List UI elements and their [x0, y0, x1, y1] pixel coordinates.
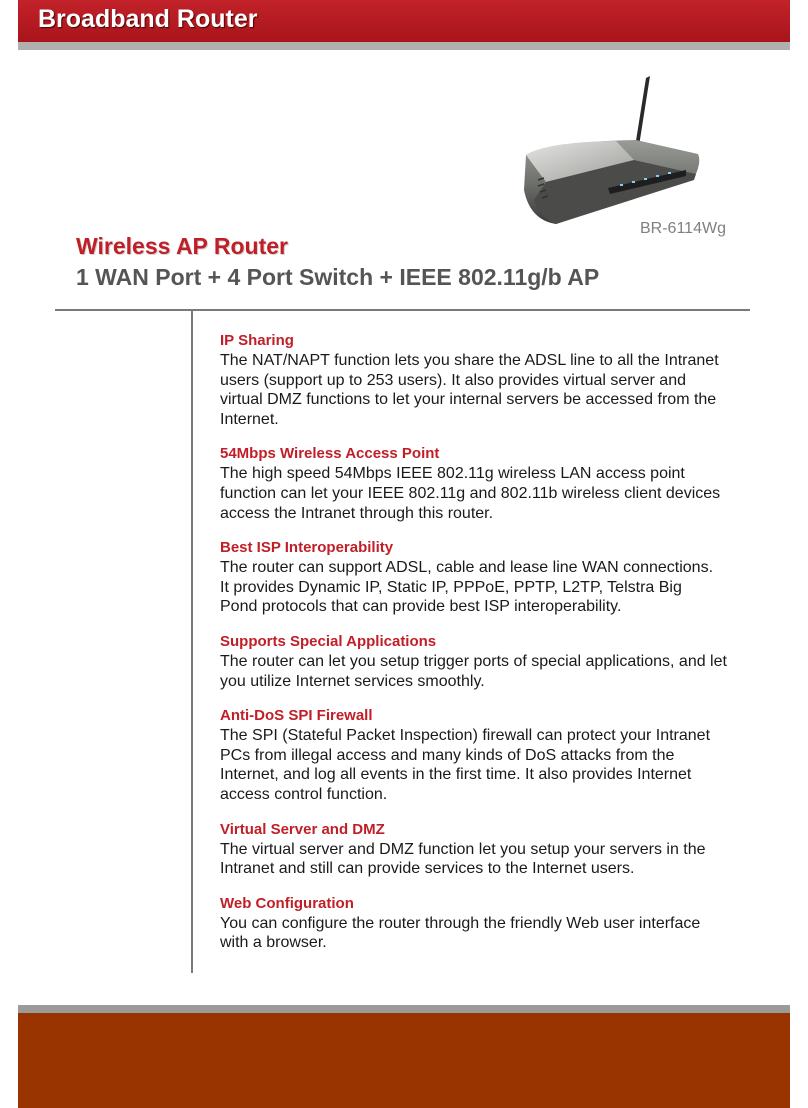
footer-rule: [18, 1005, 790, 1013]
feature-heading: Supports Special Applications: [220, 632, 437, 650]
model-number: BR-6114Wg: [640, 220, 726, 237]
vertical-divider: [191, 311, 193, 973]
feature-heading: Web Configuration: [220, 894, 354, 912]
header-title: Broadband Router: [38, 5, 258, 33]
feature-description: The SPI (Stateful Packet Inspection) firewall can protect your Intranet PCs from illegal access and many kinds of DoS attacks from the Internet, and log all events in the first time. It also provides Internet access control function.: [220, 727, 711, 803]
product-subtitle: 1 WAN Port + 4 Port Switch + IEEE 802.11g/b AP: [76, 264, 600, 290]
feature-list: [220, 331, 740, 968]
header-rule: [18, 42, 790, 50]
header-bar: [18, 0, 790, 42]
feature-description: The router can support ADSL, cable and lease line WAN connections. It provides Dynamic IP, Static IP, PPPoE, PPTP, L2TP, Telstra Big Pond protocols that can provide best ISP interoperability.: [220, 559, 714, 616]
feature-virtual-server-dmz: [220, 820, 740, 879]
footer-bar: [18, 1013, 790, 1108]
feature-description: The virtual server and DMZ function let you setup your servers in the Intranet and still can provide services to the Internet users.: [220, 840, 706, 878]
feature-isp-interoperability: [220, 538, 740, 617]
feature-web-configuration: [220, 894, 740, 953]
feature-spi-firewall: [220, 706, 740, 804]
horizontal-divider: [55, 309, 750, 311]
feature-heading: IP Sharing: [220, 332, 294, 349]
feature-description: The router can let you setup trigger ports of special applications, and let you utilize Internet services smoothly.: [220, 652, 727, 690]
product-title: Wireless AP Router: [76, 233, 288, 259]
feature-description: The NAT/NAPT function lets you share the ADSL line to all the Intranet users (support up to 253 users). It also provides virtual server and virtual DMZ functions to let your internal servers be accessed from the Internet.: [220, 352, 719, 428]
feature-heading: Virtual Server and DMZ: [220, 820, 385, 838]
feature-heading: Anti-DoS SPI Firewall: [220, 707, 373, 725]
router-image: [516, 70, 706, 230]
feature-description: The high speed 54Mbps IEEE 802.11g wireless LAN access point function can let your IEEE 802.11g and 802.11b wireless client devices access the Intranet through this router.: [220, 465, 721, 522]
feature-description: You can configure the router through the friendly Web user interface with a browser.: [220, 914, 701, 952]
feature-heading: 54Mbps Wireless Access Point: [220, 445, 440, 463]
feature-special-applications: [220, 632, 740, 691]
feature-ip-sharing: [220, 331, 740, 429]
feature-heading: Best ISP Interoperability: [220, 539, 394, 557]
feature-wireless-ap: [220, 444, 740, 523]
